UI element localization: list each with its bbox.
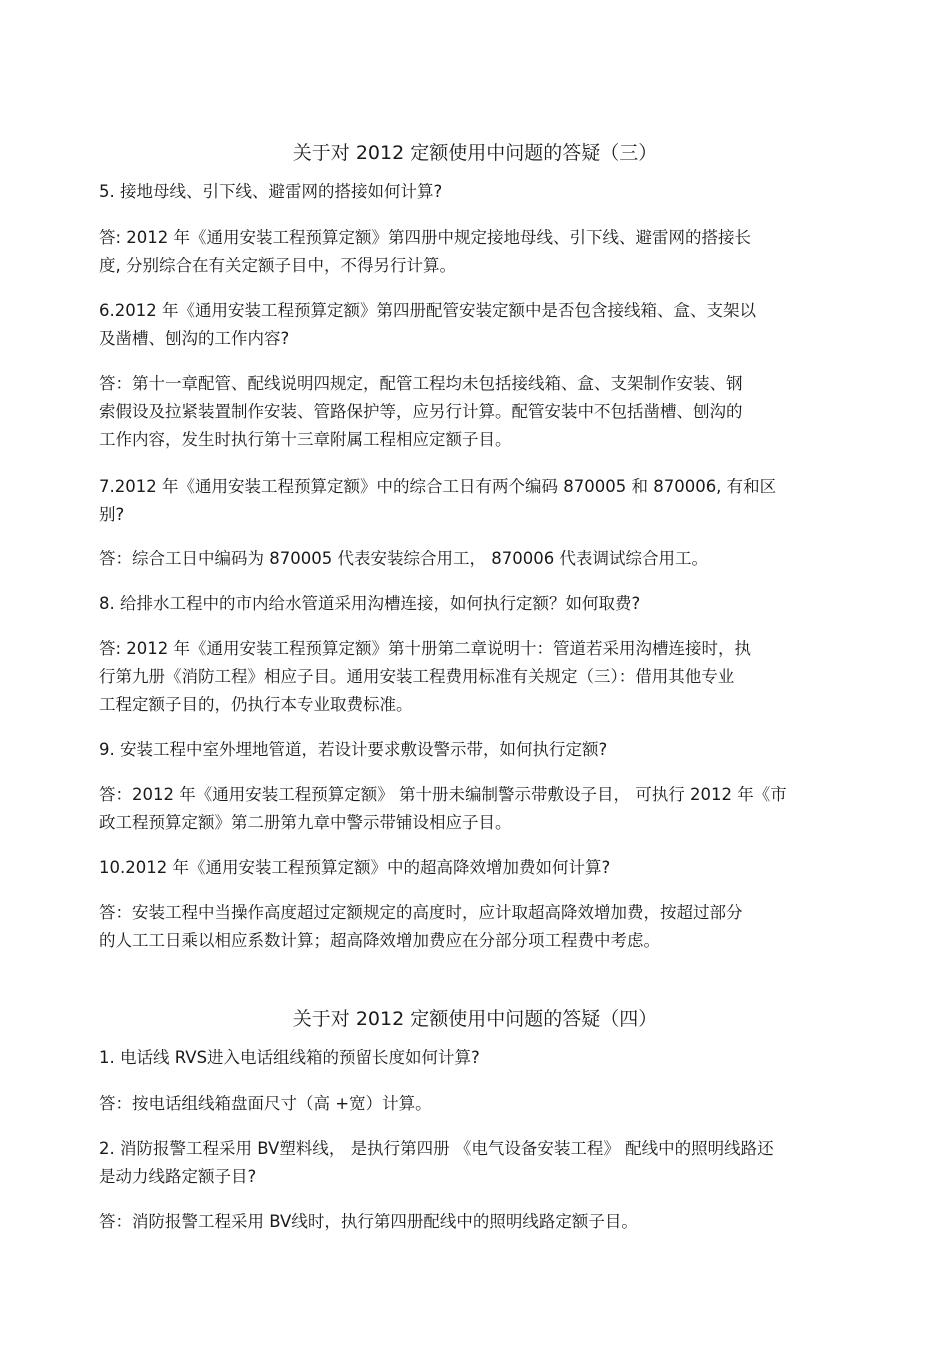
answer-9-line-1: 答：2012 年《通用安装工程预算定额》 第十册未编制警示带敷设子目， 可执行 2012 年《市: [99, 785, 787, 804]
answer-2: 答：消防报警工程采用 BV线时，执行第四册配线中的照明线路定额子目。: [99, 1212, 638, 1231]
question-1: 1. 电话线 RVS进入电话组线箱的预留长度如何计算?: [99, 1048, 480, 1067]
answer-8-line-3: 工程定额子目的，仍执行本专业取费标准。: [99, 695, 413, 714]
question-6-line-2: 及凿槽、刨沟的工作内容?: [99, 329, 290, 348]
answer-1: 答：按电话组线箱盘面尺寸（高 +宽）计算。: [99, 1094, 432, 1113]
question-10: 10.2012 年《通用安装工程预算定额》中的超高降效增加费如何计算?: [99, 858, 611, 877]
answer-5-line-1: 答: 2012 年《通用安装工程预算定额》第四册中规定接地母线、引下线、避雷网的搭接长: [99, 228, 752, 247]
section-title-4: 关于对 2012 定额使用中问题的答疑（四）: [292, 1008, 658, 1030]
question-6-line-1: 6.2012 年《通用安装工程预算定额》第四册配管安装定额中是否包含接线箱、盒、支架以: [99, 301, 756, 320]
section-title-3: 关于对 2012 定额使用中问题的答疑（三）: [292, 142, 658, 164]
question-8: 8. 给排水工程中的市内给水管道采用沟槽连接，如何执行定额？如何取费?: [99, 594, 641, 613]
question-7-line-2: 别?: [99, 505, 125, 524]
question-2-line-1: 2. 消防报警工程采用 BV塑料线， 是执行第四册 《电气设备安装工程》 配线中的照明线路还: [99, 1139, 774, 1158]
answer-7: 答：综合工日中编码为 870005 代表安装综合用工， 870006 代表调试综合用工。: [99, 549, 708, 568]
answer-5-line-2: 度, 分别综合在有关定额子目中，不得另行计算。: [99, 256, 456, 275]
answer-6-line-3: 工作内容，发生时执行第十三章附属工程相应定额子目。: [99, 430, 512, 449]
question-2-line-2: 是动力线路定额子目?: [99, 1167, 257, 1186]
answer-6-line-2: 索假设及拉紧装置制作安装、管路保护等，应另行计算。配管安装中不包括凿槽、刨沟的: [99, 402, 743, 421]
answer-10-line-2: 的人工工日乘以相应系数计算；超高降效增加费应在分部分项工程费中考虑。: [99, 931, 660, 950]
question-9: 9. 安装工程中室外埋地管道，若设计要求敷设警示带，如何执行定额?: [99, 740, 608, 759]
answer-10-line-1: 答：安装工程中当操作高度超过定额规定的高度时，应计取超高降效增加费，按超过部分: [99, 903, 743, 922]
answer-9-line-2: 政工程预算定额》第二册第九章中警示带铺设相应子目。: [99, 813, 512, 832]
answer-8-line-2: 行第九册《消防工程》相应子目。通用安装工程费用标准有关规定（三）：借用其他专业: [99, 667, 735, 686]
question-7-line-1: 7.2012 年《通用安装工程预算定额》中的综合工日有两个编码 870005 和 870006, 有和区: [99, 477, 777, 496]
answer-6-line-1: 答：第十一章配管、配线说明四规定，配管工程均未包括接线箱、盒、支架制作安装、钢: [99, 374, 743, 393]
answer-8-line-1: 答: 2012 年《通用安装工程预算定额》第十册第二章说明十：管道若采用沟槽连接时，执: [99, 639, 752, 658]
question-5: 5. 接地母线、引下线、避雷网的搭接如何计算?: [99, 182, 443, 201]
